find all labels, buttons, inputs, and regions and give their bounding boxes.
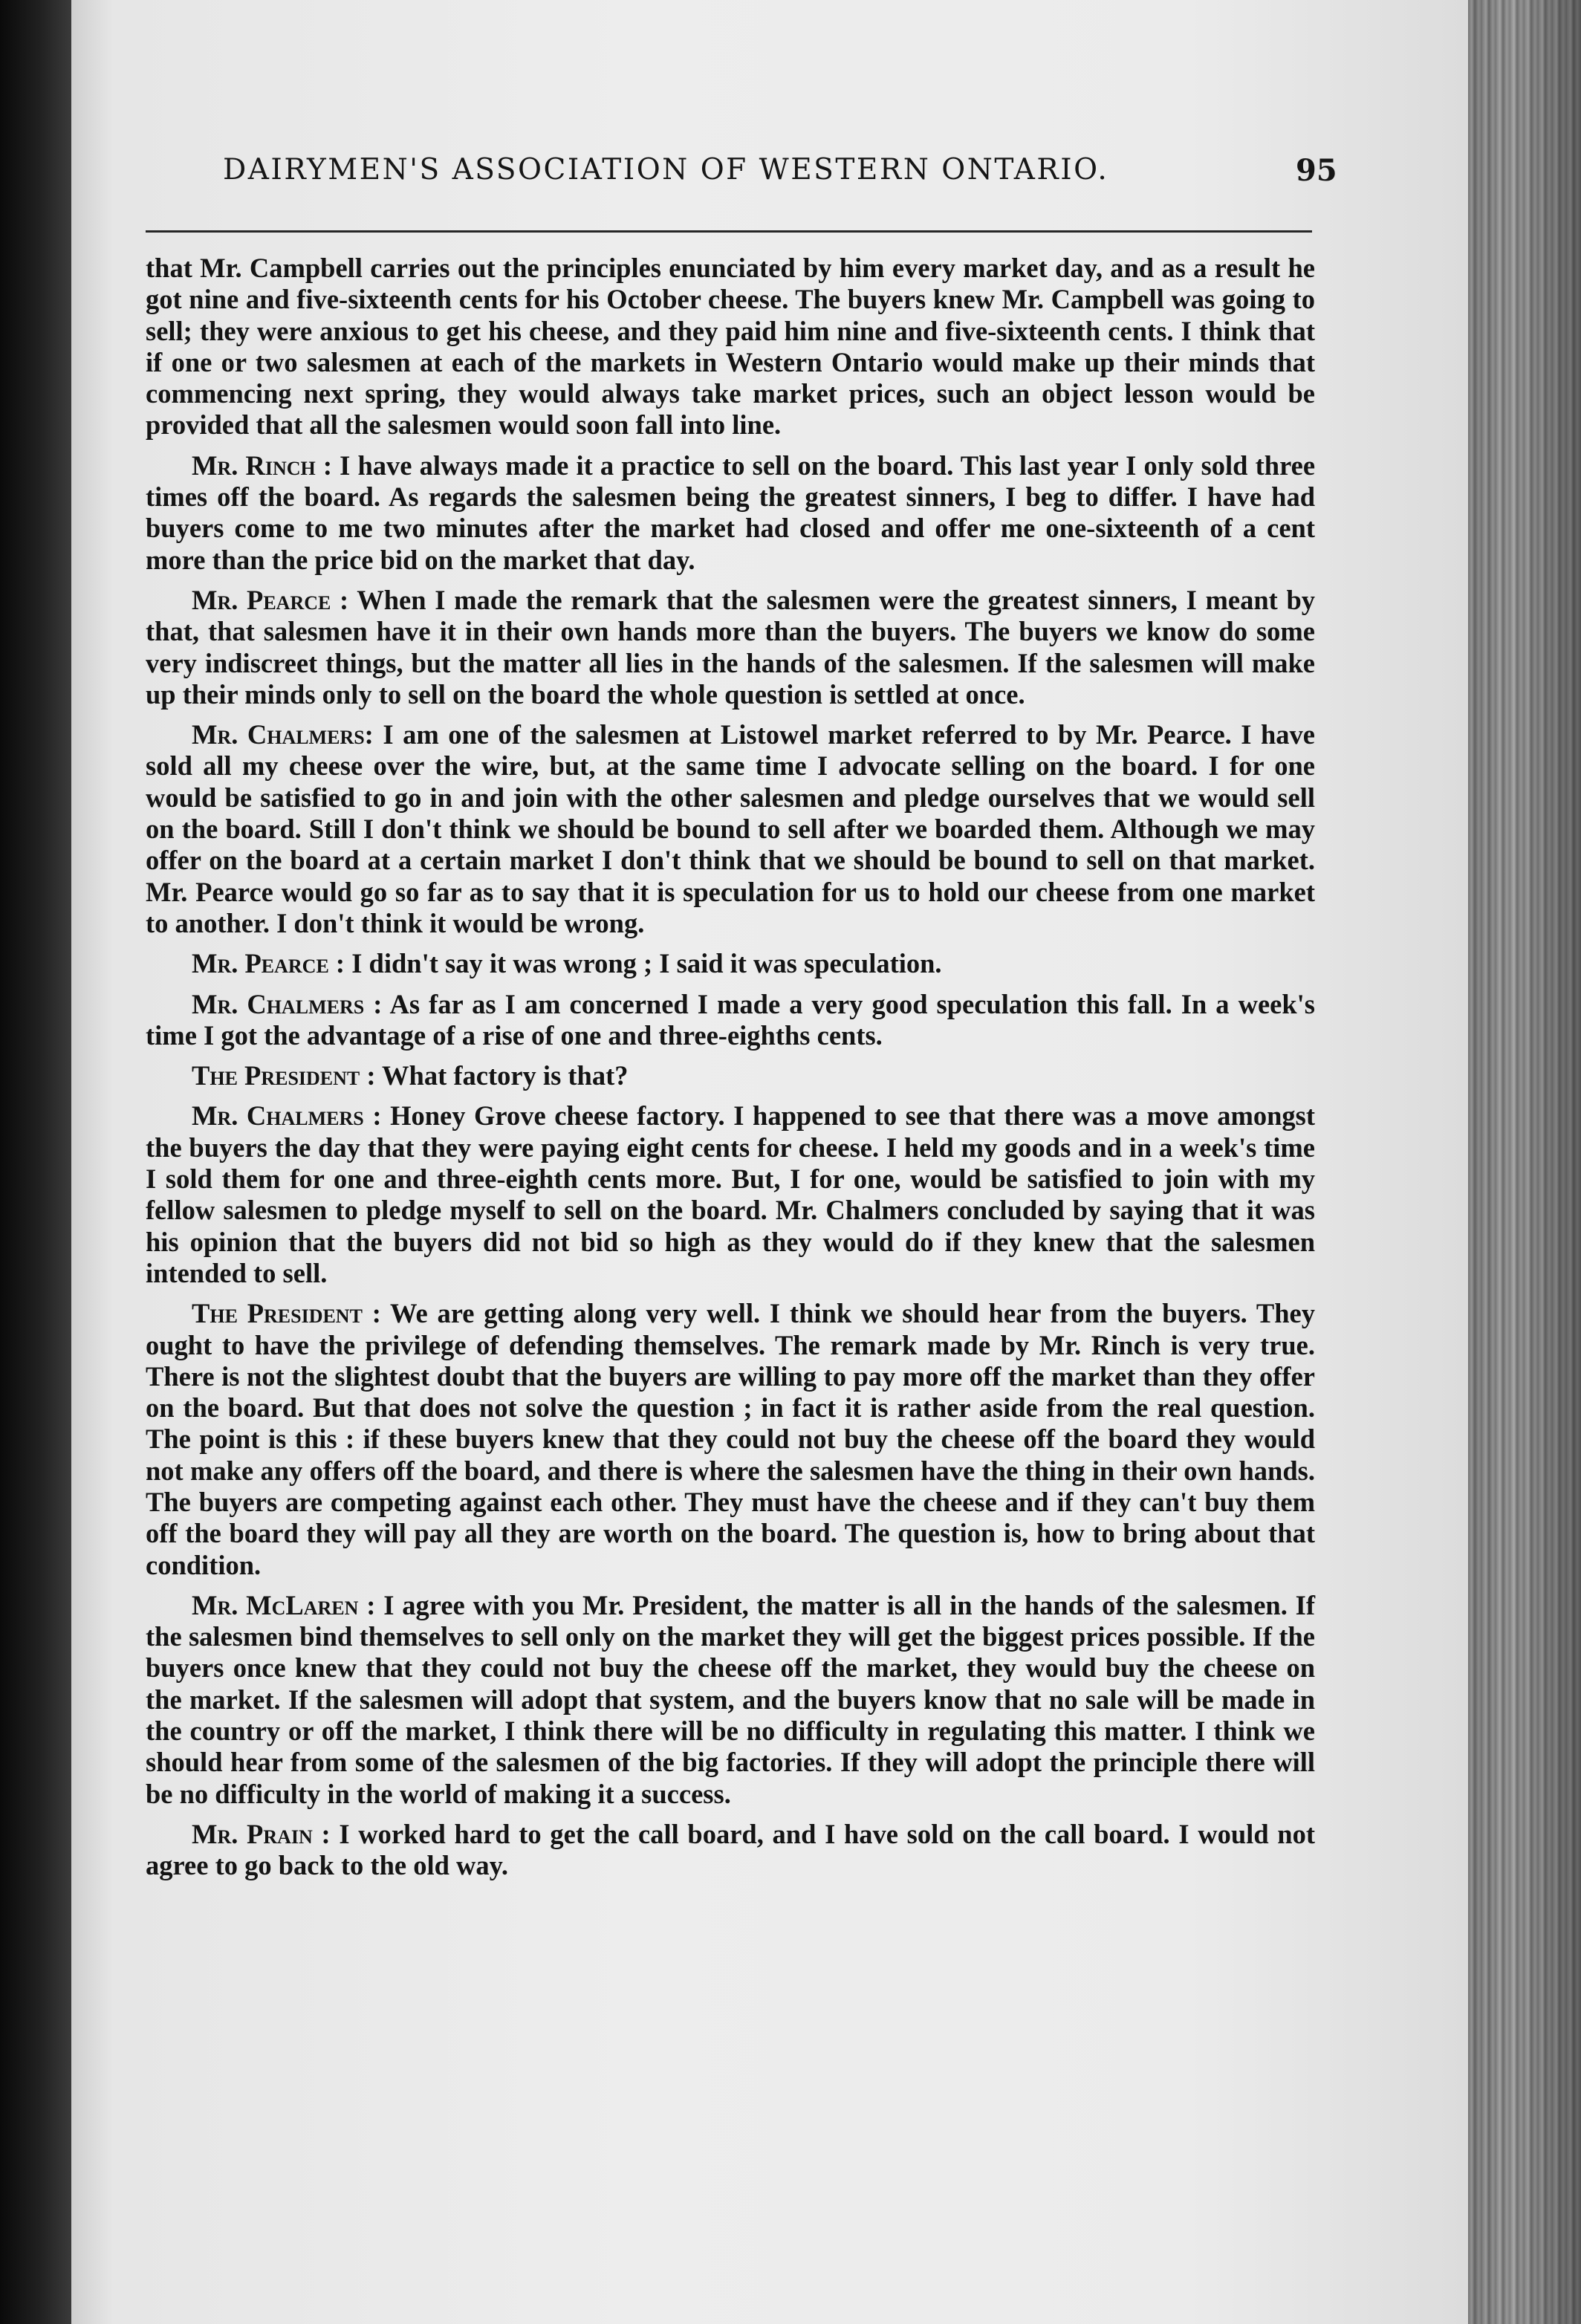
paragraph-text: When I made the remark that the salesmen were the greatest sinners, I meant by that, that salesmen have it in their own hands more than the buyers. The buyers we know do some very indiscreet things, but the matter all lies in the hands of the salesmen. If the salesmen will make up their minds only to sell on the board the whole question is settled at once. [146, 584, 1316, 710]
paragraph-continuation [146, 253, 1315, 441]
paragraph-text: We are getting along very well. I think we should hear from the buyers. They ought to have the privilege of defending themselves. The remark made by Mr. Rinch is very true. There is not the slightest doubt that the buyers are willing to pay more off the market than they offer on the board. But that does not solve the question ; in fact it is rather aside from the real question. The point is this : if these buyers knew that they could not buy the cheese off the board they would not make any offers off the board, and there is where the salesmen have the thing in their own hands. The buyers are competing against each other. They must have the cheese and if they can't buy them off the board they will pay all they are worth on the board. The question is, how to bring about that condition. [146, 1298, 1316, 1580]
paragraph-text: I worked hard to get the call board, and I have sold on the call board. I would not agree to go back to the old way. [146, 1818, 1316, 1881]
paragraph-president [146, 1298, 1315, 1581]
speaker-name: Mr. Pearce : [192, 584, 349, 615]
paragraph-text: I am one of the salesmen at Listowel market referred to by Mr. Pearce. I have sold all my cheese over the wire, but, at the same time I advocate selling on the board. I for one would be satisfied to go in and join with the other salesmen and pledge ourselves that we would sell on the board. Still I don't think we should be bound to sell after we boarded them. Although we may offer on the board at a certain market I don't think that we should be bound to sell on that market. Mr. Pearce would go so far as to say that it is speculation for us to hold our cheese from one market to another. I don't think it would be wrong. [146, 719, 1316, 938]
paragraph-prain [146, 1819, 1315, 1882]
header-rule [146, 230, 1312, 233]
running-head: DAIRYMEN'S ASSOCIATION OF WESTERN ONTARIO. [223, 153, 1109, 186]
speaker-name: The President : [192, 1298, 381, 1329]
speaker-name: Mr. Chalmers: [192, 719, 374, 750]
paragraph-text: As far as I am concerned I made a very good speculation this fall. In a week's time I got the advantage of a rise of one and three-eighths cents. [146, 988, 1316, 1051]
paragraph-text: Honey Grove cheese factory. I happened to see that there was a move amongst the buyers the day that they were paying eight cents for cheese. I held my goods and in a week's time I sold them for one and three-eighth cents more. But, I for one, would be satisfied to join with my fellow salesmen to pledge myself to sell on the board. Mr. Chalmers concluded by saying that it was his opinion that the buyers did not bid so high as they would do if they knew that the salesmen intended to sell. [146, 1100, 1316, 1288]
speaker-name: Mr. Rinch : [192, 449, 333, 481]
speaker-name: Mr. Pearce : [192, 948, 345, 979]
paragraph-president-question [146, 1060, 1315, 1091]
paragraph-chalmers-factory [146, 1100, 1315, 1289]
speaker-name: Mr. McLaren : [192, 1589, 376, 1620]
body-text [146, 253, 1315, 1891]
page-number: 95 [1296, 153, 1337, 188]
paragraph-text: What factory is that? [382, 1060, 629, 1091]
paragraph-pearce [146, 585, 1315, 710]
speaker-name: Mr. Prain : [192, 1818, 331, 1849]
speaker-name: The President : [192, 1060, 376, 1091]
paragraph-rinch [146, 450, 1315, 576]
page-stack-edges [1468, 0, 1581, 2324]
binding-shadow [0, 0, 71, 2324]
paragraph-mclaren [146, 1590, 1315, 1810]
paragraph-text: I didn't say it was wrong ; I said it was speculation. [351, 948, 942, 979]
paragraph-text: that Mr. Campbell carries out the principles enunciated by him every market day, and as a result he got nine and five-sixteenth cents for his October cheese. The buyers knew Mr. Campbell was going to sell; they were anxious to get his cheese, and they paid him nine and five-sixteenth cents. I think that if one or two salesmen at each of the markets in Western Ontario would make up their minds that commencing next spring, they would always take market prices, such an object lesson would be provided that all the salesmen would soon fall into line. [146, 253, 1315, 441]
paragraph-chalmers [146, 719, 1315, 939]
paragraph-text: I agree with you Mr. President, the matter is all in the hands of the salesmen. If the salesmen bind themselves to sell only on the market they will get the biggest prices possible. If the buyers once knew that they could not buy the cheese off the market, they would buy the cheese on the market. If the salesmen will adopt that system, and the buyers know that no sale will be made in the country or off the market, I think there will be no difficulty in regulating this matter. I think we should hear from some of the salesmen of the big factories. If they will adopt the principle there will be no difficulty in the world of making it a success. [146, 1589, 1316, 1809]
paragraph-chalmers-reply [146, 989, 1315, 1052]
speaker-name: Mr. Chalmers : [192, 1100, 382, 1132]
paragraph-text: I have always made it a practice to sell on the board. This last year I only sold three times off the board. As regards the salesmen being the greatest sinners, I beg to differ. I have had buyers come to me two minutes after the market had closed and offer me one-sixteenth of a cent more than the price bid on the market that day. [146, 449, 1316, 575]
speaker-name: Mr. Chalmers : [192, 988, 383, 1019]
paragraph-pearce-reply [146, 948, 1315, 979]
